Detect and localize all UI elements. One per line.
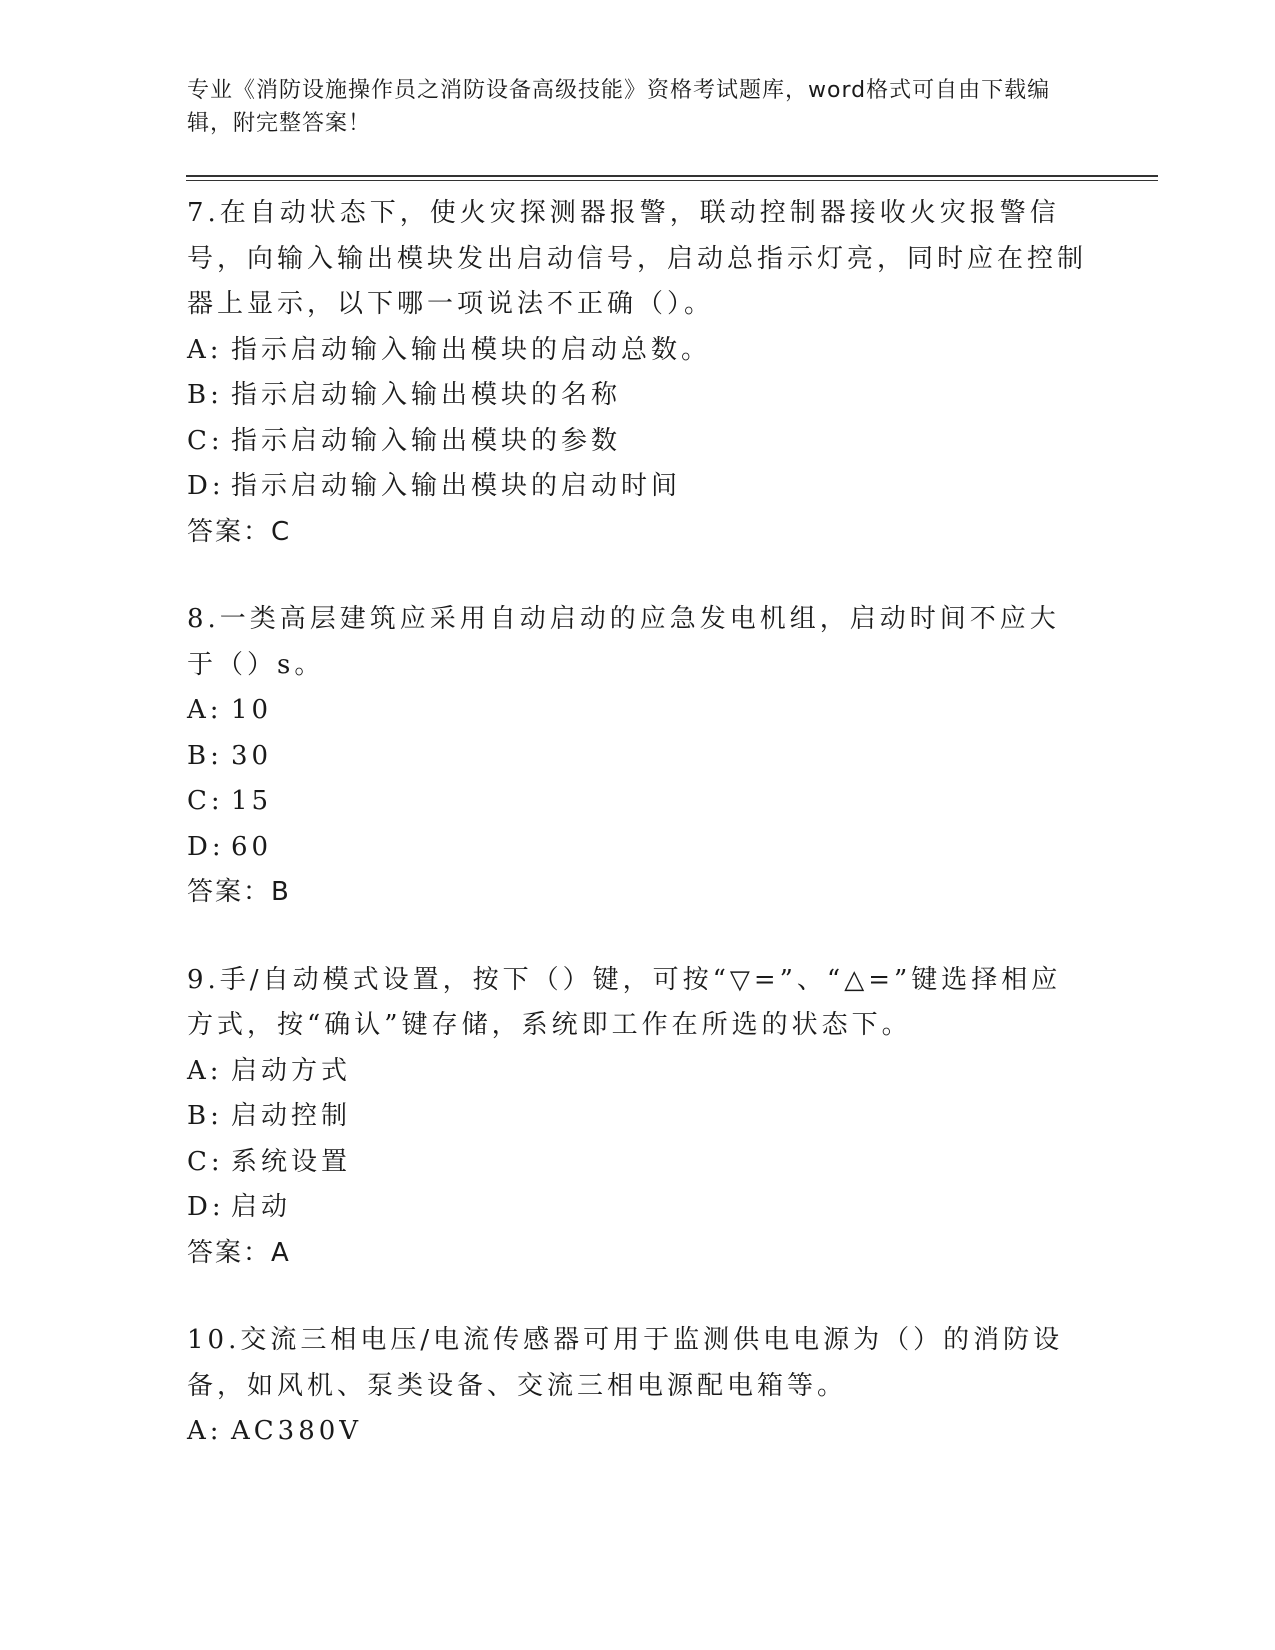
answer-line: 答案：C xyxy=(187,516,292,547)
option-row xyxy=(187,1409,1087,1455)
question-list xyxy=(187,191,1087,1497)
option-text: AC380V xyxy=(231,1416,363,1446)
answer-line: 答案：B xyxy=(187,877,291,907)
option-letter: C: xyxy=(187,786,224,816)
question-item xyxy=(187,1318,1087,1455)
option-text: 启动 xyxy=(231,1192,292,1222)
question-stem: 10.交流三相电压/电流传感器可用于监测供电电源为（）的消防设备，如风机、泵类设备、交流三相电源配电箱等。 xyxy=(187,1325,1064,1401)
option-row xyxy=(187,734,1087,780)
option-row xyxy=(187,328,1087,374)
question-stem: 9.手/自动模式设置，按下（）键，可按“▽=”、“△=”键选择相应方式，按“确认”键存储，系统即工作在所选的状态下。 xyxy=(187,964,1062,1040)
option-text: 指示启动输入输出模块的启动总数。 xyxy=(231,334,712,365)
option-letter: C: xyxy=(187,1146,224,1177)
option-text: 30 xyxy=(231,740,273,771)
option-row xyxy=(187,779,1087,825)
option-letter: C: xyxy=(187,425,224,456)
option-text: 指示启动输入输出模块的名称 xyxy=(231,380,622,410)
document-header: 专业《消防设施操作员之消防设备高级技能》资格考试题库，word格式可自由下载编辑，附完整答案！ xyxy=(187,78,1051,136)
option-letter: A: xyxy=(187,1055,223,1086)
option-letter: A: xyxy=(187,334,223,365)
option-letter: A: xyxy=(187,695,223,725)
option-letter: D: xyxy=(187,831,225,862)
question-item xyxy=(187,958,1087,1277)
header-divider-thick xyxy=(186,175,1158,177)
option-letter: A: xyxy=(187,1416,223,1446)
question-stem: 8.一类高层建筑应采用自动启动的应急发电机组，启动时间不应大于（）s。 xyxy=(187,604,1060,680)
header-divider-thin xyxy=(186,180,1158,181)
question-item xyxy=(187,597,1087,916)
option-row xyxy=(187,688,1087,734)
option-text: 启动方式 xyxy=(231,1055,352,1086)
option-row xyxy=(187,1049,1087,1095)
option-text: 10 xyxy=(231,695,273,725)
question-stem: 7.在自动状态下，使火灾探测器报警，联动控制器接收火灾报警信号，向输入输出模块发出启动信号，启动总指示灯亮，同时应在控制器上显示，以下哪一项说法不正确（）。 xyxy=(187,198,1088,319)
option-row xyxy=(187,1140,1087,1186)
option-text: 指示启动输入输出模块的参数 xyxy=(231,425,622,456)
option-letter: D: xyxy=(187,1192,225,1222)
option-text: 启动控制 xyxy=(231,1101,352,1131)
option-text: 系统设置 xyxy=(231,1146,352,1177)
option-row xyxy=(187,464,1087,510)
question-item xyxy=(187,191,1087,555)
answer-line: 答案：A xyxy=(187,1237,291,1268)
option-row xyxy=(187,419,1087,465)
option-letter: D: xyxy=(187,471,225,501)
option-text: 指示启动输入输出模块的启动时间 xyxy=(231,471,682,501)
option-letter: B: xyxy=(187,740,223,771)
option-letter: B: xyxy=(187,1101,223,1131)
option-row xyxy=(187,373,1087,419)
option-row xyxy=(187,1094,1087,1140)
option-text: 15 xyxy=(231,786,273,816)
option-letter: B: xyxy=(187,380,223,410)
option-row xyxy=(187,825,1087,871)
option-text: 60 xyxy=(231,831,273,862)
option-row xyxy=(187,1185,1087,1231)
